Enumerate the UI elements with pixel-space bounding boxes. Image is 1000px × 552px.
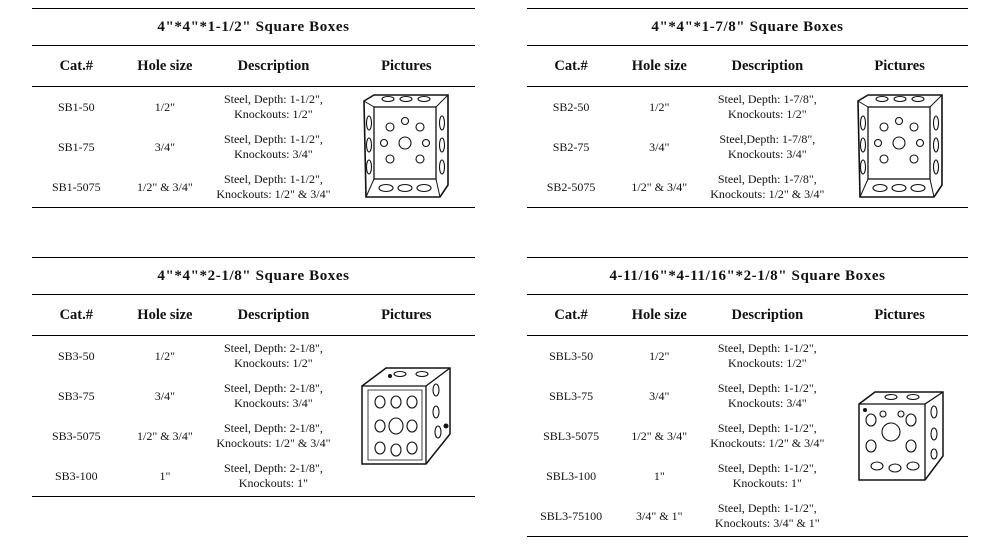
- description: [703, 456, 831, 496]
- description-line-2: Knockouts: 1/2": [234, 107, 313, 121]
- spec-table: [527, 46, 968, 208]
- square-box-shallow-image: [360, 93, 452, 201]
- picture-cell: [338, 87, 475, 208]
- header-cat: Cat.#: [32, 46, 121, 87]
- description-line-2: Knockouts: 1/2" & 3/4": [216, 436, 331, 450]
- square-box-large-image: [855, 390, 945, 482]
- description-line-2: Knockouts: 1": [238, 476, 309, 490]
- description-line-2: Knockouts: 3/4" & 1": [714, 516, 820, 530]
- square-box-shallow-image: [854, 93, 946, 201]
- table-title: 4"*4"*1-1/2" Square Boxes: [32, 8, 475, 46]
- square-box-deep-image: [360, 364, 452, 468]
- table-title: 4"*4"*1-7/8" Square Boxes: [527, 8, 968, 46]
- header-pictures: Pictures: [831, 46, 968, 87]
- hole-size: 1/2" & 3/4": [136, 179, 193, 194]
- product-table-sbl3: [527, 257, 968, 537]
- description: [209, 456, 337, 497]
- description: [703, 336, 831, 377]
- cat-number: SB2-5075: [546, 179, 596, 194]
- description-line-1: Steel, Depth: 1-1/2",: [717, 421, 817, 435]
- description-line-1: Steel, Depth: 1-1/2",: [717, 501, 817, 515]
- cat-number: SB2-50: [552, 99, 590, 114]
- description-line-1: Steel, Depth: 2-1/8",: [223, 341, 323, 355]
- description-line-2: Knockouts: 3/4": [234, 396, 313, 410]
- header-pictures: Pictures: [338, 46, 475, 87]
- product-table-sb1: [32, 8, 475, 208]
- header-cat: Cat.#: [527, 295, 615, 336]
- description-line-2: Knockouts: 3/4": [728, 147, 807, 161]
- description-line-2: Knockouts: 1/2" & 3/4": [710, 436, 825, 450]
- table-title: 4-11/16"*4-11/16"*2-1/8" Square Boxes: [527, 257, 968, 295]
- hole-size: 1/2" & 3/4": [631, 179, 688, 194]
- header-pictures: Pictures: [338, 295, 475, 336]
- hole-size: 1/2": [649, 99, 670, 114]
- description-line-2: Knockouts: 1/2" & 3/4": [710, 187, 825, 201]
- description-line-1: Steel, Depth: 1-1/2",: [717, 381, 817, 395]
- hole-size: 3/4": [649, 388, 670, 403]
- cat-number: SB1-5075: [51, 179, 101, 194]
- cat-number: SB1-50: [57, 99, 95, 114]
- table-row: [527, 87, 968, 128]
- picture-cell: [831, 87, 968, 208]
- description-line-2: Knockouts: 1/2" & 3/4": [216, 187, 331, 201]
- header-description: Description: [209, 46, 337, 87]
- description: [703, 416, 831, 456]
- description: [209, 87, 337, 128]
- table-row: [527, 336, 968, 377]
- description-line-1: Steel,Depth: 1-7/8",: [719, 132, 816, 146]
- description: [209, 167, 337, 208]
- description: [703, 496, 831, 537]
- header-hole-size: Hole size: [121, 295, 210, 336]
- cat-number: SB3-100: [54, 468, 98, 483]
- description-line-1: Steel, Depth: 1-7/8",: [717, 172, 817, 186]
- picture-cell: [831, 336, 968, 537]
- description-line-1: Steel, Depth: 1-1/2",: [223, 92, 323, 106]
- table-title: 4"*4"*2-1/8" Square Boxes: [32, 257, 475, 295]
- hole-size: 3/4": [649, 139, 670, 154]
- description-line-2: Knockouts: 1": [732, 476, 802, 490]
- header-description: Description: [209, 295, 337, 336]
- description: [209, 336, 337, 377]
- hole-size: 1/2": [154, 99, 175, 114]
- header-cat: Cat.#: [32, 295, 121, 336]
- description-line-1: Steel, Depth: 1-1/2",: [717, 341, 817, 355]
- description-line-1: Steel, Depth: 1-1/2",: [717, 461, 817, 475]
- description: [703, 376, 831, 416]
- hole-size: 3/4" & 1": [636, 508, 683, 523]
- hole-size: 3/4": [154, 139, 175, 154]
- description-line-1: Steel, Depth: 2-1/8",: [223, 421, 323, 435]
- table-row: [32, 87, 475, 128]
- description: [703, 127, 831, 167]
- cat-number: SBL3-50: [549, 348, 594, 363]
- description-line-2: Knockouts: 1/2": [728, 356, 807, 370]
- header-hole-size: Hole size: [615, 46, 703, 87]
- header-description: Description: [703, 295, 831, 336]
- hole-size: 1/2" & 3/4": [136, 428, 193, 443]
- description-line-2: Knockouts: 3/4": [728, 396, 807, 410]
- cat-number: SB3-5075: [51, 428, 101, 443]
- hole-size: 1": [653, 468, 665, 483]
- cat-number: SB1-75: [57, 139, 95, 154]
- description-line-1: Steel, Depth: 2-1/8",: [223, 381, 323, 395]
- header-hole-size: Hole size: [121, 46, 210, 87]
- cat-number: SB2-75: [552, 139, 590, 154]
- product-table-sb3: [32, 257, 475, 497]
- cat-number: SB3-75: [57, 388, 95, 403]
- description-line-1: Steel, Depth: 1-7/8",: [717, 92, 817, 106]
- description-line-1: Steel, Depth: 1-1/2",: [223, 172, 323, 186]
- description: [703, 167, 831, 208]
- cat-number: SBL3-75100: [540, 508, 603, 523]
- cat-number: SB3-50: [57, 348, 95, 363]
- header-description: Description: [703, 46, 831, 87]
- hole-size: 1": [159, 468, 171, 483]
- hole-size: 3/4": [154, 388, 175, 403]
- hole-size: 1/2": [649, 348, 670, 363]
- spec-table: [32, 295, 475, 497]
- header-cat: Cat.#: [527, 46, 615, 87]
- description: [703, 87, 831, 128]
- cat-number: SBL3-100: [546, 468, 597, 483]
- product-table-sb2: [527, 8, 968, 208]
- hole-size: 1/2": [154, 348, 175, 363]
- spec-table: [527, 295, 968, 537]
- description: [209, 127, 337, 167]
- description: [209, 376, 337, 416]
- table-row: [32, 336, 475, 377]
- description: [209, 416, 337, 456]
- spec-table: [32, 46, 475, 208]
- description-line-1: Steel, Depth: 2-1/8",: [223, 461, 323, 475]
- description-line-2: Knockouts: 1/2": [234, 356, 313, 370]
- header-pictures: Pictures: [831, 295, 968, 336]
- description-line-1: Steel, Depth: 1-1/2",: [223, 132, 323, 146]
- description-line-2: Knockouts: 3/4": [234, 147, 313, 161]
- cat-number: SBL3-75: [549, 388, 594, 403]
- cat-number: SBL3-5075: [543, 428, 600, 443]
- hole-size: 1/2" & 3/4": [631, 428, 688, 443]
- header-hole-size: Hole size: [615, 295, 703, 336]
- picture-cell: [338, 336, 475, 497]
- description-line-2: Knockouts: 1/2": [728, 107, 807, 121]
